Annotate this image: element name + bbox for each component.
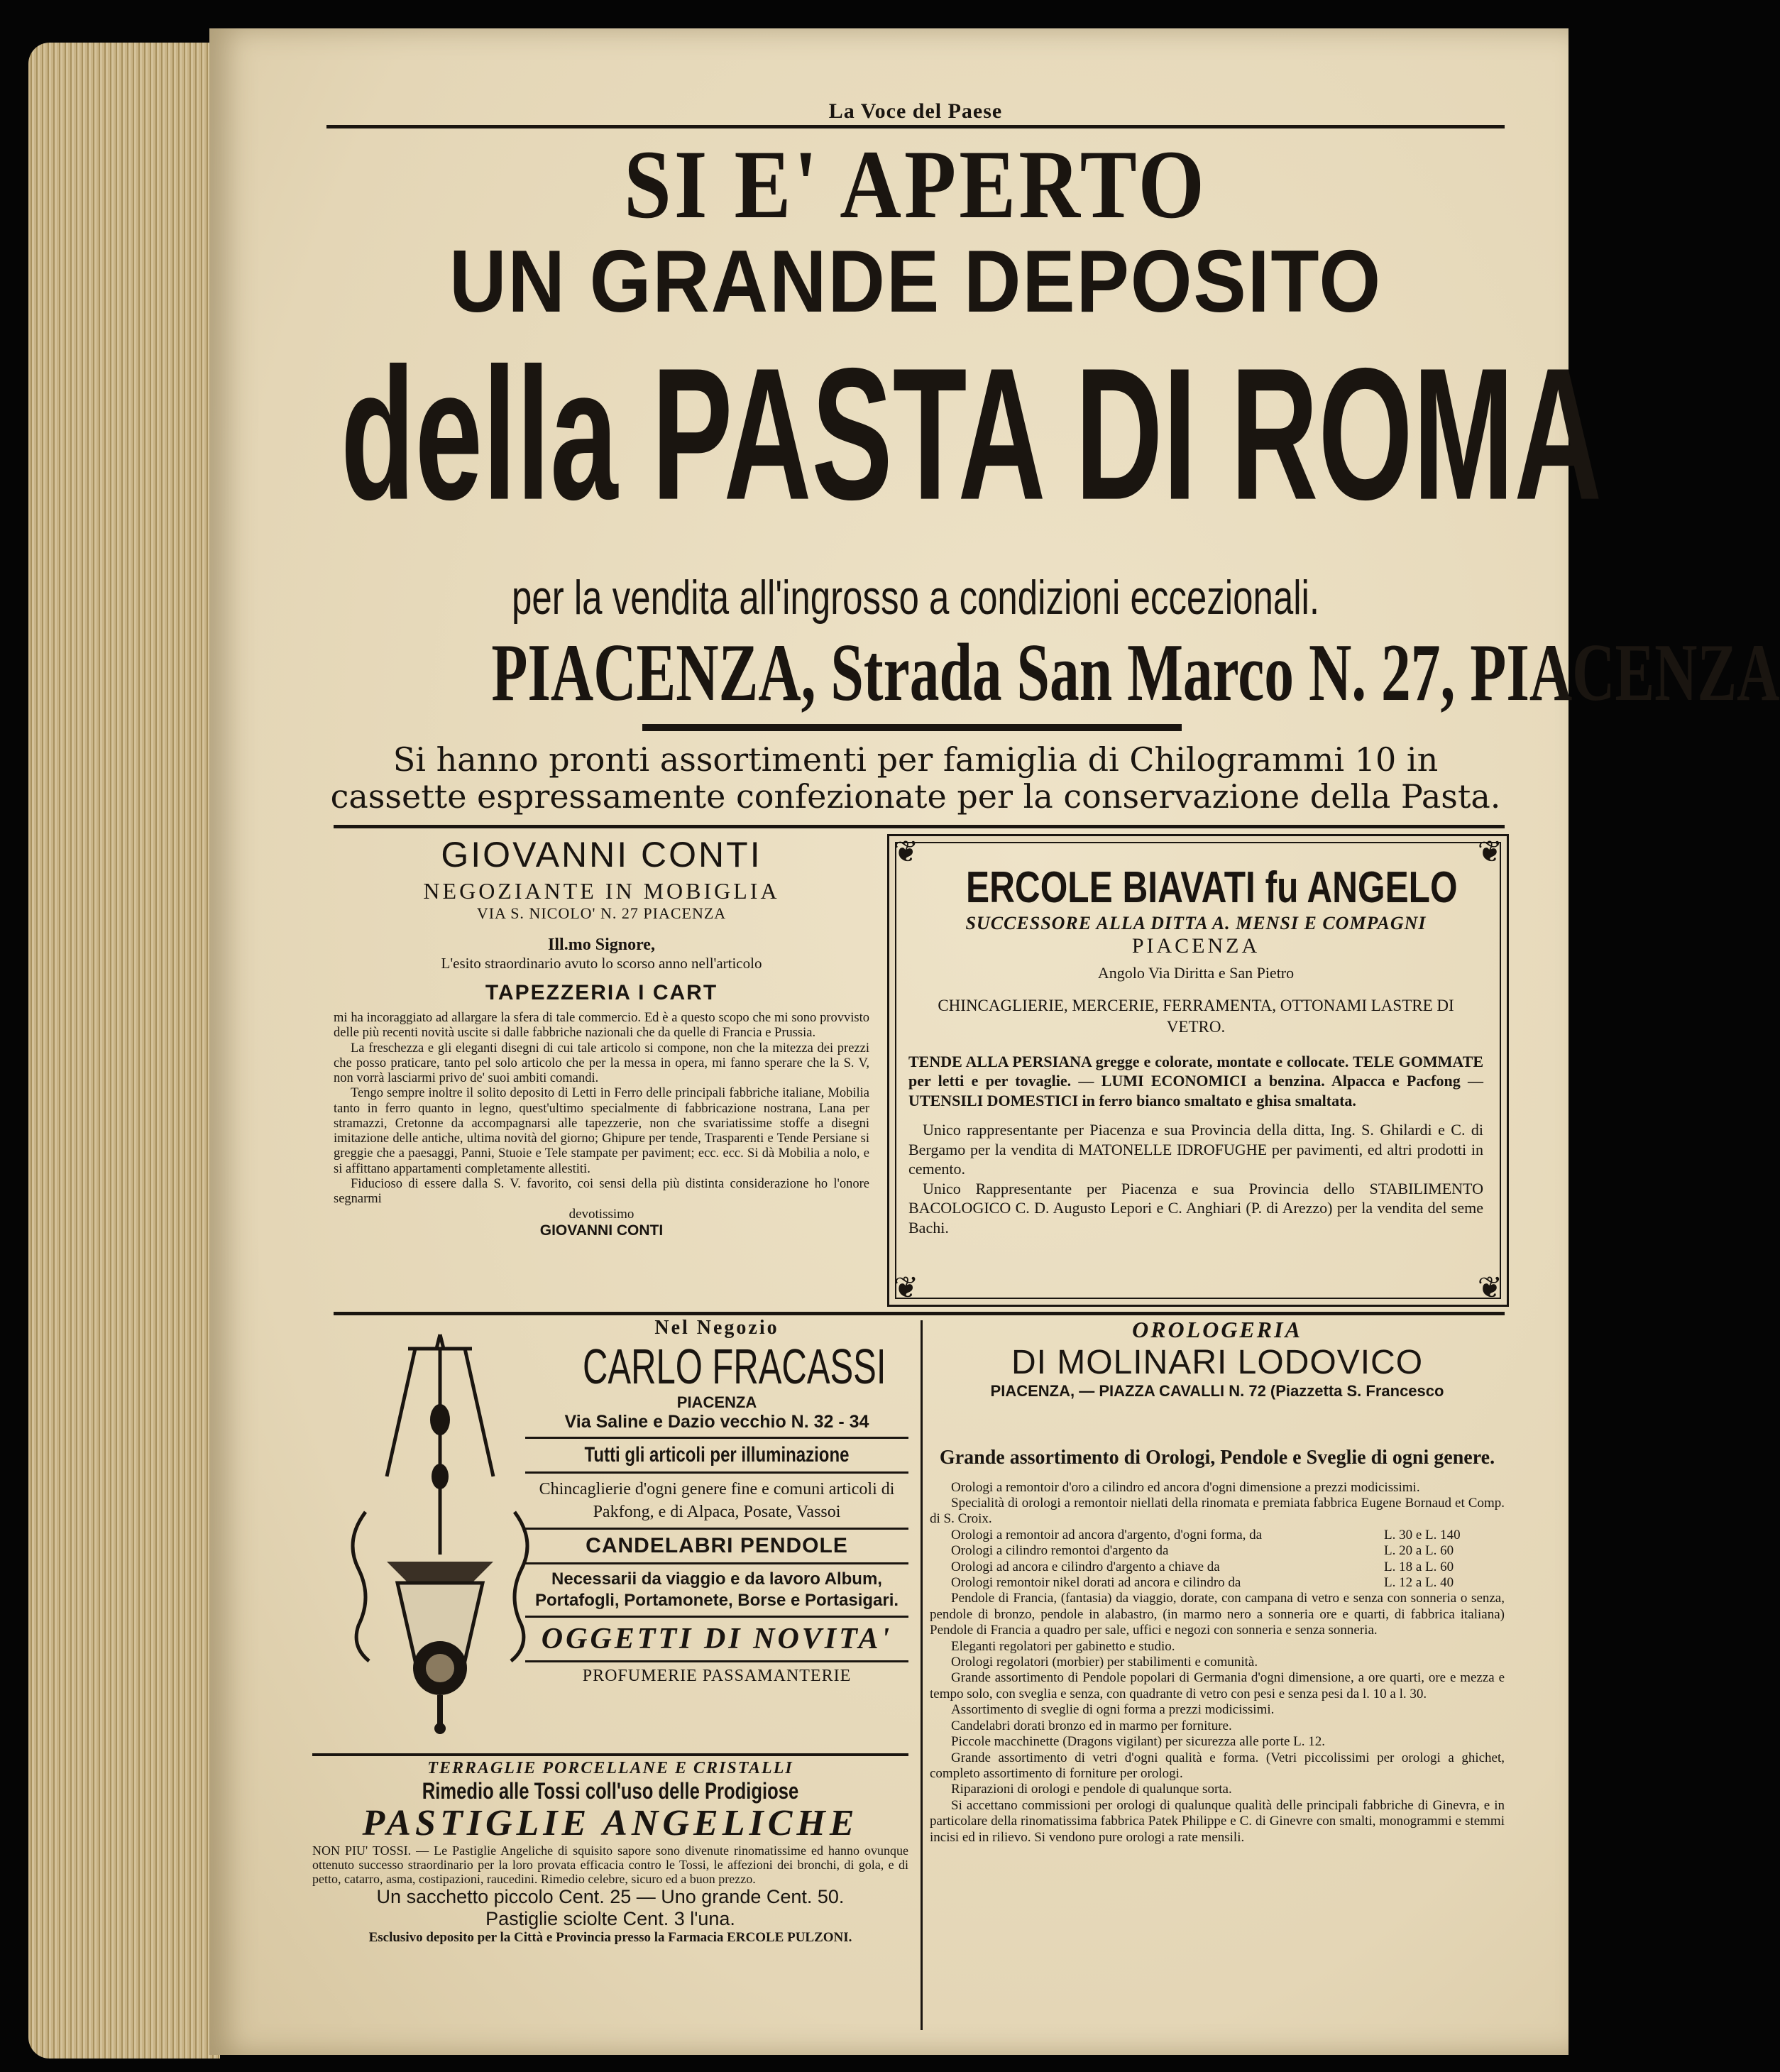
ad-description: Si hanno pronti assortimenti per famiglia di Chilogrammi 10 in cassette espressamente confezionate per la conservazione della Pasta. (330, 740, 1501, 816)
ad-subline: per la vendita all'ingrosso a condizioni eccezionali. (511, 571, 1320, 625)
molinari-paragraph: Orologi regolatori (morbier) per stabilimenti e comunità. (951, 1655, 1258, 1670)
price-value: L. 12 a L. 40 (1384, 1575, 1454, 1591)
fracassi-rule (525, 1437, 908, 1439)
conti-paragraph: Fiducioso di essere dalla S. V. favorito, coi sensi della più distinta considerazione ho l'onore segnarmi (334, 1176, 869, 1207)
molinari-paragraph: Assortimento di sveglie di ogni forma a prezzi modicissimi. (951, 1702, 1275, 1718)
price-item: Orologi a remontoir ad ancora d'argento, d'ogni forma, da (951, 1527, 1263, 1542)
scroll-ornament-icon: ❦ (894, 836, 919, 869)
biavati-successor: SUCCESSORE ALLA DITTA A. MENSI E COMPAGNI (965, 913, 1427, 933)
molinari-address: PIACENZA, — PIAZZA CAVALLI N. 72 (Piazzetta S. Francesco (990, 1382, 1444, 1400)
conti-paragraph: mi ha incoraggiato ad allargare la sfera di tale commercio. Ed è a questo scopo che mi sono provvisto delle più recenti novità uscite si dalle fabbriche nazionali che da quelle di Francia e Prussia. (334, 1011, 869, 1041)
fracassi-illumination: Tutti gli articoli per illuminazione (584, 1442, 850, 1467)
fracassi-name: CARLO FRACASSI (583, 1339, 886, 1394)
biavati-goods: CHINCAGLIERIE, MERCERIE, FERRAMENTA, OTTONAMI LASTRE DI VETRO. (938, 997, 1454, 1036)
biavati-body (908, 1052, 1483, 1238)
pastiglie-advert (312, 1753, 908, 1946)
fracassi-rule (525, 1528, 908, 1530)
ad-headline-2: UN GRANDE DEPOSITO (449, 233, 1382, 331)
biavati-city: PIACENZA (1131, 934, 1260, 958)
header-rule (326, 125, 1505, 128)
conti-subhead: TAPEZZERIA I CART (485, 981, 718, 1004)
fracassi-oggetti: OGGETTI DI NOVITA' (541, 1623, 893, 1656)
conti-intro: L'esito straordinario avuto lo scorso anno nell'articolo (441, 955, 762, 972)
pastiglie-price: Un sacchetto piccolo Cent. 25 — Uno grande Cent. 50. (376, 1886, 845, 1908)
ad-headline-3: della PASTA DI ROMA (341, 329, 1603, 539)
conti-paragraph: Tengo sempre inoltre il solito deposito di Letti in Ferro delle principali fabbriche italiane, Mobilia tanto in ferro quanto in legno, quest'ultimo specialmente di fabbricazione nostrana, Lana per stramazzi, Cretonne da accompagnarsi alle tapezzerie, non che svariatissime stoffe a disegni imitazione delle antiche, ultima novità del giorno; Ghipure per tende, Trasparenti e Tende Persiane si greggie che a paesaggi, Panni, Stuoie e Tele stampate per paviment; ecc. ecc. Si dà Mobilia a nolo, e si affittano appartamenti completamente allestiti. (334, 1086, 869, 1176)
molinari-paragraph: Orologi a remontoir d'oro a cilindro ed ancora d'ogni dimensione a prezzi modicissimi. (951, 1479, 1420, 1495)
pastiglie-price: Pastiglie sciolte Cent. 3 l'una. (485, 1908, 735, 1930)
section-rule (334, 825, 1505, 828)
price-value: L. 18 a L. 60 (1384, 1559, 1454, 1574)
column-divider (921, 1320, 923, 2030)
molinari-heading: Grande assortimento di Orologi, Pendole e Sveglie di ogni genere. (939, 1447, 1495, 1469)
molinari-paragraph: Candelabri dorati bronzo ed in marmo per forniture. (951, 1718, 1232, 1733)
price-item: Orologi ad ancora e cilindro d'argento a chiave da (951, 1559, 1220, 1574)
conti-trade: NEGOZIANTE IN MOBIGLIA (423, 878, 780, 904)
pastiglie-rimedio: Rimedio alle Tossi coll'uso delle Prodigiose (422, 1778, 799, 1804)
molinari-body (930, 1480, 1505, 1846)
price-row (951, 1560, 1505, 1575)
hanging-lamp-icon (337, 1327, 543, 1739)
pastiglie-depot: Esclusivo deposito per la Città e Provincia presso la Farmacia ERCOLE PULZONI. (368, 1930, 852, 1946)
fracassi-negozio: Nel Negozio (654, 1317, 779, 1339)
molinari-paragraph: Pendole di Francia, (fantasia) da viaggio, dorate, con campana di vetro e senza con sonneria o senza, pendole di bronzo, pendole in alabastro, (in marmo nero a sonneria ore e quarti, di fabbrica italiana) Pendole di Francia a quadro per sale, uffici e negozi con sonneria e senza sonneria. (930, 1591, 1505, 1638)
biavati-paragraph: Unico Rappresentante per Piacenza e sua Provincia dello STABILIMENTO BACOLOGICO C. D. Augusto Lepori e C. Anghiari (P. di Arezzo) per la vendita del seme Bachi. (908, 1179, 1483, 1237)
price-value: L. 30 e L. 140 (1384, 1527, 1461, 1542)
fracassi-address: Via Saline e Dazio vecchio N. 32 - 34 (564, 1411, 869, 1432)
pastiglie-name: PASTIGLIE ANGELICHE (362, 1803, 859, 1843)
conti-name: GIOVANNI CONTI (441, 835, 762, 875)
fracassi-advert (525, 1317, 908, 1686)
price-item: Orologi a cilindro remontoi d'argento da (951, 1543, 1169, 1559)
molinari-paragraph: Specialità di orologi a remontoir niellati della rinomata e premiata fabbrica Eugene Bornaud et Comp. di S. Croix. (930, 1496, 1505, 1527)
running-header: La Voce del Paese (828, 99, 1003, 123)
biavati-paragraph: Unico rappresentante per Piacenza e sua Provincia della ditta, Ing. S. Ghilardi e C. di Bergamo per la vendita di MATONELLE IDROFUGHE per pavimenti, ed altri prodotti in cemento. (908, 1121, 1483, 1178)
molinari-advert (930, 1317, 1505, 1846)
fracassi-chincaglierie: Chincaglierie d'ogni genere fine e comuni articoli di Pakfong, e di Alpaca, Posate, Vassoi (539, 1479, 895, 1521)
price-row (951, 1575, 1505, 1591)
molinari-paragraph: Riparazioni di orologi e pendole di qualunque sorta. (951, 1782, 1232, 1797)
fracassi-candelabri: CANDELABRI PENDOLE (586, 1534, 848, 1558)
conti-paragraph: La freschezza e gli eleganti disegni di cui tale articolo si compone, non che la mitezza dei prezzi che posso praticare, tanto pel solo articolo che per la messa in opera, mi fanno sperare che la S. V, non vorrà lasciarmi privo de' suoi ambiti comandi. (334, 1041, 869, 1086)
biavati-paragraph: TENDE ALLA PERSIANA gregge e colorate, montate e collocate. TELE GOMMATE per letti e per tovaglie. — LUMI ECONOMICI a benzina. Alpacca e Pacfong — UTENSILI DOMESTICI in ferro bianco smaltato e ghisa smaltata. (908, 1052, 1483, 1109)
biavati-name: ERCOLE BIAVATI fu ANGELO (966, 863, 1458, 912)
fracassi-rule (525, 1471, 908, 1474)
section-rule (334, 1312, 1505, 1315)
price-row (951, 1528, 1505, 1543)
conti-address: VIA S. NICOLO' N. 27 PIACENZA (476, 904, 727, 922)
conti-advert (334, 834, 869, 1299)
fracassi-rule (525, 1660, 908, 1662)
conti-salutation: Ill.mo Signore, (548, 936, 655, 954)
pastiglie-terraglie: TERRAGLIE PORCELLANE E CRISTALLI (312, 1753, 908, 1778)
molinari-paragraph: Grande assortimento di Pendole popolari di Germania d'ogni dimensione, a ore quarti, ore e mezza e tempo solo, con sveglia e senza, con quadrante di vetro con pesi e senza pesi da l. 10 a l. 30. (930, 1670, 1505, 1701)
molinari-name: DI MOLINARI LODOVICO (1011, 1344, 1424, 1381)
fracassi-city: PIACENZA (676, 1393, 757, 1411)
biavati-advert (908, 862, 1483, 1237)
price-row (951, 1543, 1505, 1559)
molinari-paragraph: Si accettano commissioni per orologi di qualunque qualità delle principali fabbriche di Ginevra, e in particolare della rinomatissima fabbrica Patek Philippe e C. di Ginevre con smalti, monogrammi e stemmi incisi ed in rilievo. Si vendono pure orologi a rate mensili. (930, 1797, 1505, 1845)
pastiglie-body: NON PIU' TOSSI. — Le Pastiglie Angeliche di squisito sapore sono divenute rinomatissime ed hanno ovunque ottenuto successo straordinario per la loro provata efficacia contro le Tossi, le affezioni dei bronchi, di gola, e di petto, catarro, asma, costipazioni, raucedini. Rimedio celebre, sicuro ed a buon prezzo. (312, 1843, 908, 1886)
scroll-ornament-icon: ❦ (1477, 836, 1502, 869)
biavati-address: Angolo Via Diritta e San Pietro (1097, 964, 1295, 982)
molinari-orologeria: OROLOGERIA (1132, 1317, 1302, 1342)
fracassi-travel: Necessarii da viaggio e da lavoro Album, Portafogli, Portamonete, Borse e Portasigari. (534, 1569, 899, 1611)
ad-headline-1: SI E' APERTO (624, 129, 1207, 239)
price-item: Orologi remontoir nikel dorati ad ancora e cilindro da (951, 1575, 1241, 1591)
price-value: L. 20 a L. 60 (1384, 1543, 1454, 1559)
conti-closing: devotissimo (568, 1207, 634, 1222)
molinari-paragraph: Piccole macchinette (Dragons vigilant) per sicurezza alle porte L. 12. (951, 1734, 1326, 1750)
conti-signature: GIOVANNI CONTI (539, 1222, 664, 1239)
book-page-edges (28, 43, 220, 2059)
ad-address: PIACENZA, Strada San Marco N. 27, PIACENZA (491, 627, 1780, 718)
fracassi-profumerie: PROFUMERIE PASSAMANTERIE (582, 1667, 852, 1686)
fracassi-rule (525, 1562, 908, 1564)
ad-rule (642, 724, 1182, 731)
scroll-ornament-icon: ❦ (1477, 1272, 1502, 1305)
molinari-paragraph: Eleganti regolatori per gabinetto e studio. (951, 1638, 1175, 1654)
fracassi-rule (525, 1616, 908, 1618)
conti-body (334, 1011, 869, 1207)
molinari-paragraph: Grande assortimento di vetri d'ogni qualità e forma. (Vetri piccolissimi per orologi a ghichet, completo assortimento di forniture per orologi. (930, 1750, 1505, 1781)
scroll-ornament-icon: ❦ (894, 1272, 919, 1305)
